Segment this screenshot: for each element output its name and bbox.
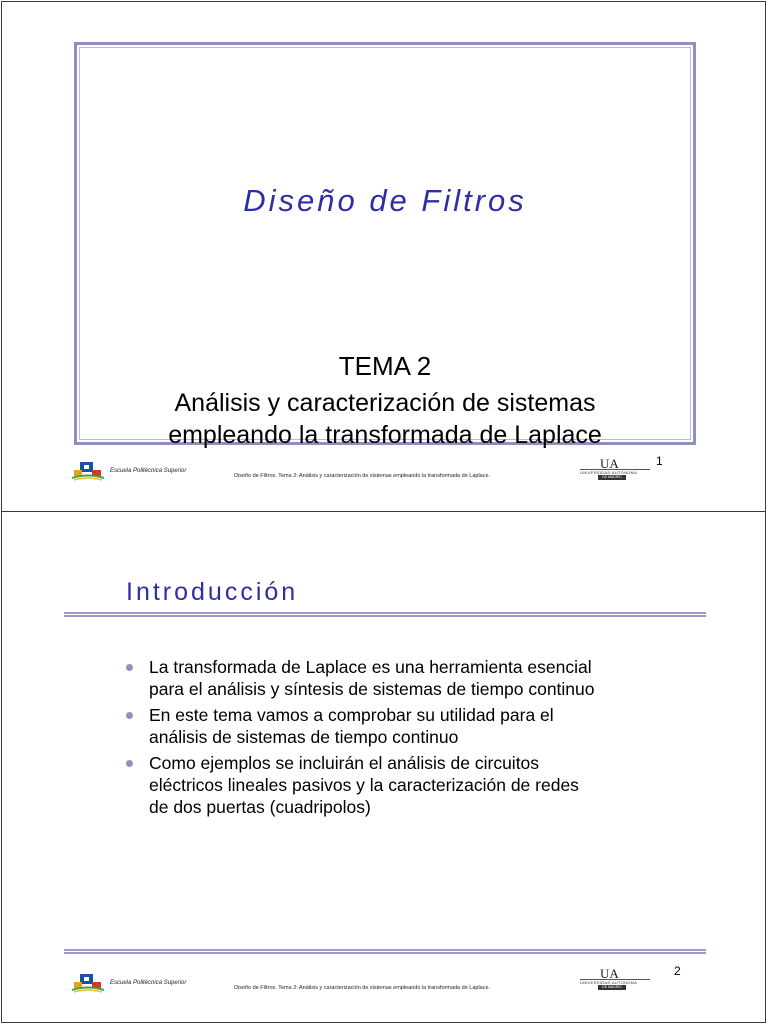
bullet-icon <box>126 760 133 767</box>
slide-2 <box>1 512 766 1023</box>
footer-divider <box>64 949 706 954</box>
footer-text: Diseño de Filtros. Tema 2: Análisis y caracterización de sistemas empleando la transformada de Laplace. <box>234 985 491 991</box>
list-item <box>122 704 682 748</box>
title-frame <box>74 42 696 449</box>
bullet-text: para el análisis y síntesis de sistemas de tiempo continuo <box>149 679 595 699</box>
uam-mark: UA <box>600 456 619 471</box>
eps-logo-icon <box>70 972 106 994</box>
bullet-text: análisis de sistemas de tiempo continuo <box>149 727 459 747</box>
uam-logo <box>580 456 650 480</box>
uam-mark: UA <box>600 966 619 981</box>
bullet-text: La transformada de Laplace es una herramienta esencial <box>149 657 592 677</box>
page-number: 2 <box>674 964 681 978</box>
tema-label: TEMA 2 <box>338 351 432 381</box>
uam-logo <box>580 966 650 990</box>
bullet-text: En este tema vamos a comprobar su utilidad para el <box>149 705 554 725</box>
heading-divider <box>64 612 706 617</box>
course-title: Diseño de Filtros <box>243 183 527 218</box>
uam-place: DE MADRID <box>598 985 626 990</box>
uam-name: UNIVERSIDAD AUTONOMA <box>580 979 650 985</box>
bullet-text: de dos puertas (cuadripolos) <box>149 797 371 817</box>
school-name: Escuela Politécnica Superior <box>110 468 187 474</box>
page-number: 1 <box>656 454 663 468</box>
bullet-list <box>122 656 682 822</box>
school-name: Escuela Politécnica Superior <box>110 980 187 986</box>
uam-place: DE MADRID <box>598 475 626 480</box>
bullet-text: eléctricos lineales pasivos y la caracterización de redes <box>149 775 579 795</box>
subtitle-line-1: Análisis y caracterización de sistemas <box>174 389 596 417</box>
slide-subtitle <box>77 387 693 451</box>
list-item <box>122 752 682 818</box>
bullet-icon <box>126 664 133 671</box>
list-item <box>122 656 682 700</box>
slide-1 <box>1 1 766 512</box>
bullet-icon <box>126 712 133 719</box>
footer-text: Diseño de Filtros. Tema 2: Análisis y caracterización de sistemas empleando la transformada de Laplace. <box>234 473 491 479</box>
eps-logo-icon <box>70 460 106 482</box>
uam-name: UNIVERSIDAD AUTONOMA <box>580 469 650 475</box>
subtitle-line-2: empleando la transformada de Laplace <box>168 421 602 449</box>
section-heading: Introducción <box>126 578 299 606</box>
bullet-text: Como ejemplos se incluirán el análisis de circuitos <box>149 753 540 773</box>
